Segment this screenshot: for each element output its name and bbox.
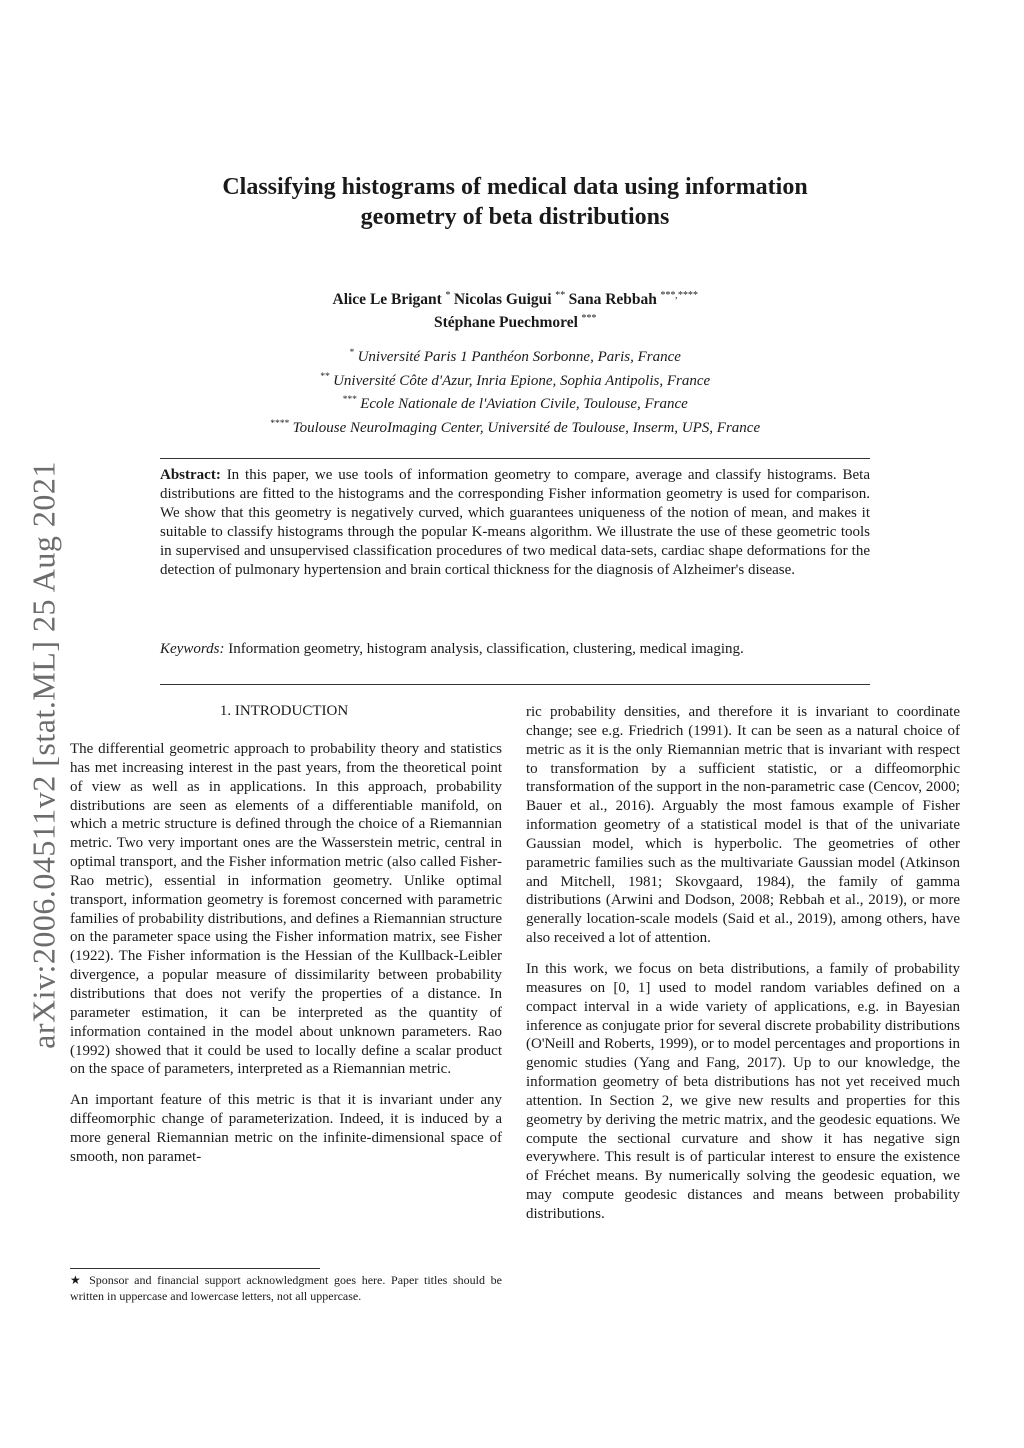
section-heading: 1. INTRODUCTION: [219, 703, 349, 719]
author: Alice Le Brigant *: [332, 290, 450, 309]
affiliation: **** Toulouse NeuroImaging Center, Université de Toulouse, Inserm, UPS, France: [269, 418, 761, 436]
affiliation: ** Université Côte d'Azur, Inria Epione, Sophia Antipolis, France: [319, 371, 711, 389]
keywords-label: Keywords:: [160, 641, 225, 657]
footnote-text: Sponsor and financial support acknowledgment goes here. Paper titles should be written in uppercase and lowercase letters, not all uppercase.: [70, 1273, 503, 1303]
abstract-text: In this paper, we use tools of information geometry to compare, average and classify histograms. Beta distributions are fitted to the histograms and the corresponding Fisher information geometry is used for comparison. We show that this geometry is negatively curved, which guarantees uniqueness of the notion of mean, and makes it suitable to classify histograms through the popular K-means algorithm. We illustrate the use of these geometric tools in supervised and unsupervised classification procedures of two medical data-sets, cardiac shape deformations for the detection of pulmonary hypertension and brain cortical thickness for the diagnosis of Alzheimer's disease.: [160, 467, 871, 578]
keywords: [160, 640, 870, 659]
paragraph: In this work, we focus on beta distributions, a family of probability measures on [0, 1] used to model random variables defined on a compact interval in a wide variety of applications, e.g. in Bayesian inference as conjugate prior for several discrete probability distributions (O'Neill and Roberts, 1999), or to model percentages and proportions in genomic studies (Yang and Fang, 2017). Up to our knowledge, the information geometry of beta distributions has not yet received much attention. In Section 2, we give new results and properties for this geometry by deriving the metric matrix, and the geodesic equations. We compute the sectional curvature and show it has negative sign everywhere. This result is of particular interest to ensure the existence of Fréchet means. By numerically solving the geodesic equation, we may compute geodesic distances and means between probability distributions.: [526, 960, 960, 1222]
abstract-label: Abstract:: [160, 467, 221, 483]
right-column: [526, 703, 960, 1236]
paper-title: Classifying histograms of medical data using information geometry of beta distributions: [222, 174, 808, 230]
footnote-mark: ★: [70, 1273, 84, 1287]
arxiv-sidebar-stamp: [14, 435, 74, 1075]
paragraph: An important feature of this metric is that it is invariant under any diffeomorphic change of parameterization. Indeed, it is induced by a more general Riemannian metric on the infinite-dimensional space of smooth, non paramet-: [70, 1092, 502, 1165]
arxiv-id: arXiv:2006.04511v2 [stat.ML] 25 Aug 2021: [25, 461, 62, 1049]
author: Stéphane Puechmorel ***: [433, 313, 597, 332]
affiliation-list: [230, 344, 800, 438]
abstract-bottom-rule: [160, 684, 870, 685]
affiliation: *** Ecole Nationale de l'Aviation Civile, Toulouse, France: [342, 395, 688, 412]
keywords-text: Information geometry, histogram analysis, classification, clustering, medical imaging.: [228, 641, 744, 657]
footnote-rule: [70, 1268, 320, 1269]
affiliation: * Université Paris 1 Panthéon Sorbonne, Paris, France: [349, 348, 681, 365]
left-column: [70, 740, 502, 1179]
author-list: [230, 286, 800, 332]
paragraph: The differential geometric approach to probability theory and statistics has met increasing interest in the past years, from the theoretical point of view as well as in applications. In this approach, probability distributions are seen as elements of a differentiable manifold, on which a metric structure is defined through the choice of a Riemannian metric. Two very important ones are the Wasserstein metric, central in optimal transport, and the Fisher information metric (also called Fisher-Rao metric), essential in information geometry. Unlike optimal transport, information geometry is foremost concerned with parametric families of probability distributions, and defines a Riemannian structure on the parameter space using the Fisher information matrix, see Fisher (1922). The Fisher information is the Hessian of the Kullback-Leibler divergence, a popular measure of dissimilarity between probability distributions that does not verify the properties of a distance. In parameter estimation, it can be interpreted as the quantity of information contained in the model about unknown parameters. Rao (1992) showed that it could be used to locally define a scalar product on the space of parameters, interpreted as a Riemannian metric.: [70, 741, 502, 1078]
abstract: [160, 466, 870, 579]
footnote: [70, 1272, 502, 1304]
author: Sana Rebbah ***,****: [568, 290, 698, 309]
abstract-top-rule: [160, 458, 870, 459]
paragraph: ric probability densities, and therefore it is invariant to coordinate change; see e.g. Friedrich (1991). It can be seen as a natural choice of metric as it is the only Riemannian metric that is invariant with respect to transformation by a sufficient statistic, or a diffeomorphic transformation of the support in the non-parametric case (Cencov, 2000; Bauer et al., 2016). Arguably the most famous example of Fisher information geometry of a statistical model is that of the univariate Gaussian model, which is hyperbolic. The geometries of other parametric families such as the multivariate Gaussian model (Atkinson and Mitchell, 1981; Skovgaard, 1984), the family of gamma distributions (Arwini and Dodson, 2008; Rebbah et al., 2019), or more generally location-scale models (Said et al., 2019), among others, have also received a lot of attention.: [526, 704, 960, 947]
author: Nicolas Guigui **: [453, 290, 565, 309]
